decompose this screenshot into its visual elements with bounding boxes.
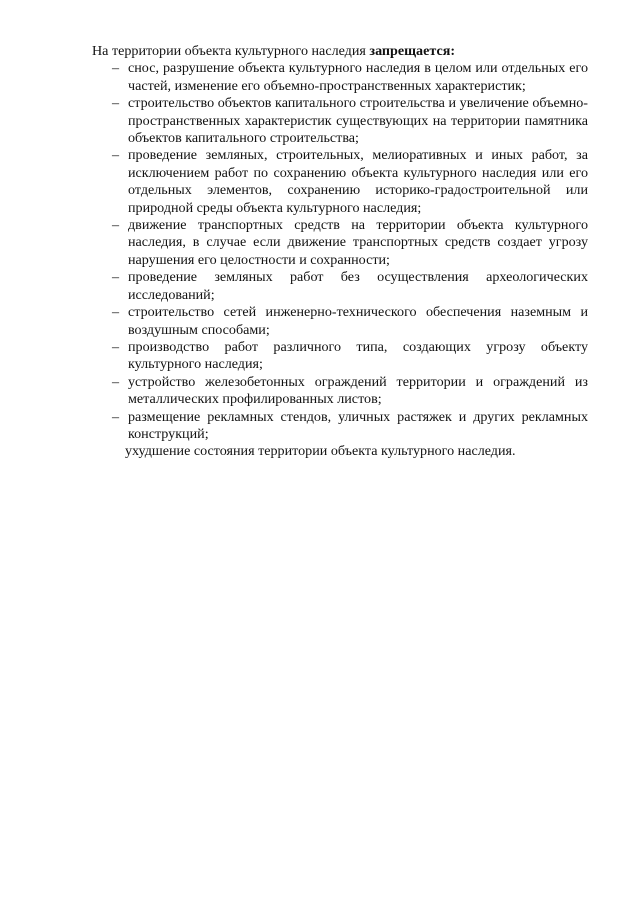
intro-paragraph [92, 43, 588, 60]
list-item [92, 95, 588, 147]
intro-bold-text: запрещается: [369, 43, 456, 59]
list-item-text: строительство объектов капитального строительства и увеличение объемно-пространственных характеристик существующих на территории памятника объектов капитального строительства; [128, 95, 588, 147]
list-item-text: снос, разрушение объекта культурного наследия в целом или отдельных его частей, изменение его объемно-пространственных характеристик; [128, 60, 588, 94]
list-item-text: размещение рекламных стендов, уличных растяжек и других рекламных конструкций; [128, 408, 588, 442]
list-item-text: движение транспортных средств на территории объекта культурного наследия, в случае если движение транспортных средств создает угрозу нарушения его целостности и сохранности; [128, 217, 588, 268]
list-item-text: производство работ различного типа, создающих угрозу объекту культурного наследия; [128, 338, 588, 373]
list-dash: – [112, 338, 120, 355]
list-dash: – [112, 60, 120, 77]
list-item [92, 304, 588, 339]
document-body [92, 43, 588, 461]
list-dash: – [112, 304, 120, 321]
closing-line: ухудшение состояния территории объекта культурного наследия. [125, 443, 516, 460]
intro-text: На территории объекта культурного наследия [92, 43, 370, 59]
list-item [92, 60, 588, 95]
list-dash: – [112, 408, 120, 425]
list-item-text: устройство железобетонных ограждений территории и ограждений из металлических профилированных листов; [128, 373, 588, 408]
list-item [92, 217, 588, 269]
list-dash: – [112, 147, 120, 164]
list-item [92, 409, 588, 444]
list-item-text: проведение земляных, строительных, мелиоративных и иных работ, за исключением работ по сохранению объекта культурного наследия или его отдельных элементов, сохранению историко-градостроительной или природной среды объекта культурного наследия; [128, 147, 588, 216]
list-item [92, 269, 588, 304]
list-dash: – [112, 373, 120, 390]
list-dash: – [112, 269, 120, 286]
list-dash: – [112, 217, 120, 234]
prohibitions-list [92, 60, 588, 443]
list-dash: – [112, 95, 120, 112]
list-item [92, 374, 588, 409]
list-item [92, 339, 588, 374]
list-item-text: проведение земляных работ без осуществления археологических исследований; [128, 269, 588, 303]
list-item [92, 147, 588, 217]
list-item-text: строительство сетей инженерно-технического обеспечения наземным и воздушным способами; [128, 304, 588, 338]
